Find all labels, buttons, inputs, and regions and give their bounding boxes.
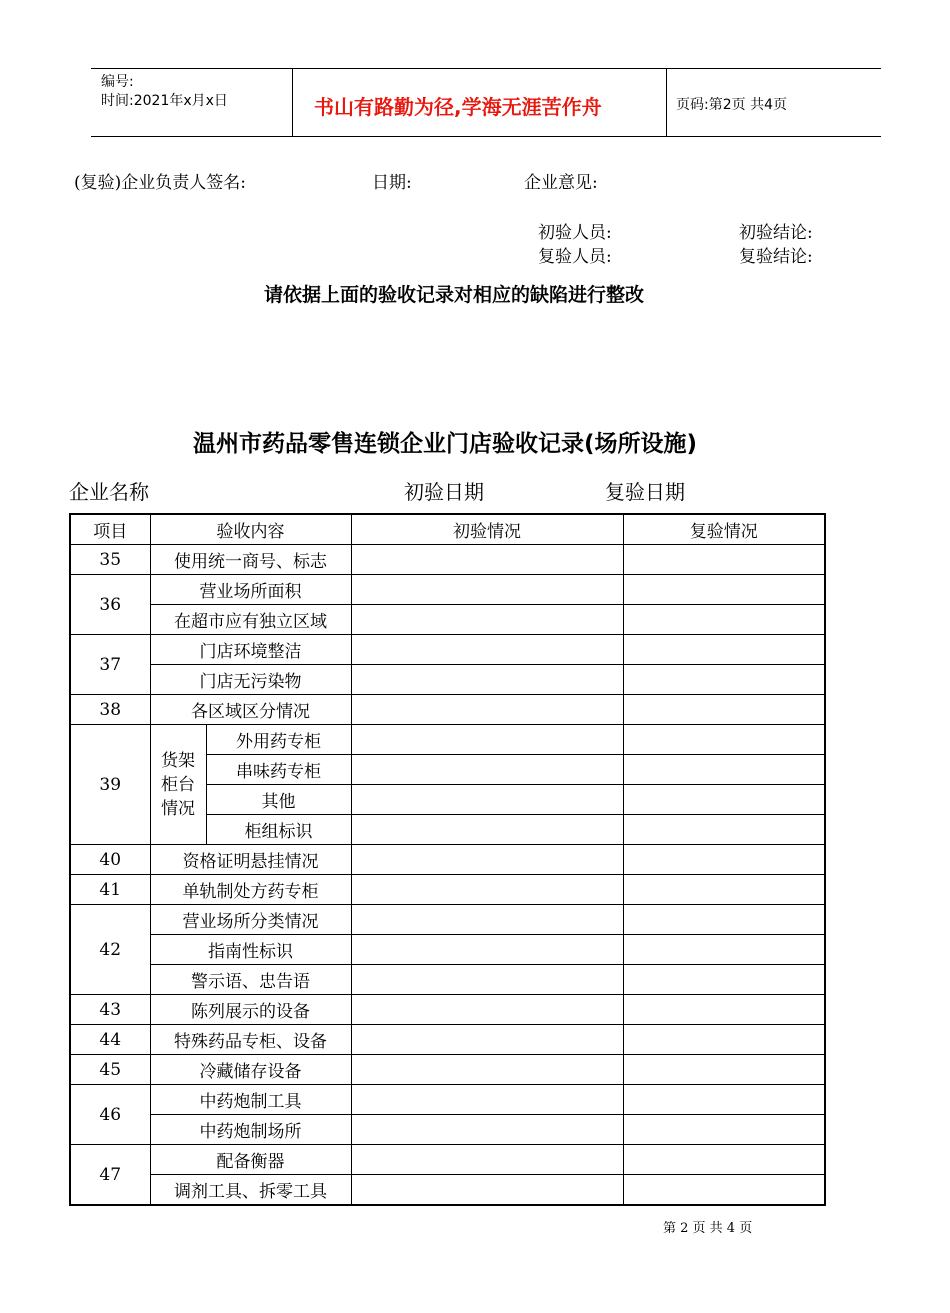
table-row [70,665,825,695]
re-conclusion-label: 复验结论: [739,247,813,267]
recheck-result-cell[interactable] [623,785,825,815]
item-number: 40 [70,845,150,875]
initial-result-cell[interactable] [351,725,623,755]
recheck-result-cell[interactable] [623,755,825,785]
recheck-result-cell[interactable] [623,545,825,575]
item-number: 43 [70,995,150,1025]
recheck-result-cell[interactable] [623,995,825,1025]
item-content: 外用药专柜 [206,725,351,755]
item-content: 使用统一商号、标志 [150,545,351,575]
recheck-result-cell[interactable] [623,1085,825,1115]
item-number: 45 [70,1055,150,1085]
item-content: 特殊药品专柜、设备 [150,1025,351,1055]
initial-result-cell[interactable] [351,815,623,845]
item-number: 36 [70,575,150,635]
recheck-result-cell[interactable] [623,845,825,875]
time-label: 时间:2021年x月x日 [101,93,228,109]
header-item: 项目 [70,514,150,545]
recheck-result-cell[interactable] [623,875,825,905]
item-content: 串味药专柜 [206,755,351,785]
item-content: 资格证明悬挂情况 [150,845,351,875]
item-content: 在超市应有独立区域 [150,605,351,635]
table-row [70,1085,825,1115]
initial-result-cell[interactable] [351,905,623,935]
initial-result-cell[interactable] [351,875,623,905]
initial-date-label: 初验日期 [404,480,484,504]
recheck-result-cell[interactable] [623,935,825,965]
table-header-row [70,514,825,545]
page-title: 温州市药品零售连锁企业门店验收记录(场所设施) [193,431,698,457]
serial-label: 编号: [101,74,134,90]
item-content: 各区域区分情况 [150,695,351,725]
item-content: 配备衡器 [150,1145,351,1175]
group-label-line: 柜台 [161,774,195,795]
initial-result-cell[interactable] [351,845,623,875]
recheck-result-cell[interactable] [623,1025,825,1055]
table-row [70,695,825,725]
table-row [70,935,825,965]
initial-result-cell[interactable] [351,1025,623,1055]
recheck-result-cell[interactable] [623,1115,825,1145]
recheck-result-cell[interactable] [623,665,825,695]
initial-result-cell[interactable] [351,1115,623,1145]
inspection-record-table [69,513,826,1206]
item-content: 警示语、忠告语 [150,965,351,995]
table-row [70,635,825,665]
item-number: 42 [70,905,150,995]
item-content: 营业场所面积 [150,575,351,605]
table-row [70,1175,825,1206]
initial-result-cell[interactable] [351,695,623,725]
company-opinion-label: 企业意见: [524,173,598,193]
initial-result-cell[interactable] [351,785,623,815]
initial-result-cell[interactable] [351,995,623,1025]
item-content: 陈列展示的设备 [150,995,351,1025]
item-content: 门店环境整洁 [150,635,351,665]
page-footer: 第 2 页 共 4 页 [663,1221,753,1236]
item-number: 46 [70,1085,150,1145]
recheck-result-cell[interactable] [623,815,825,845]
table-row [70,965,825,995]
recheck-result-cell[interactable] [623,1055,825,1085]
initial-result-cell[interactable] [351,1085,623,1115]
initial-result-cell[interactable] [351,965,623,995]
header-content: 验收内容 [150,514,351,545]
shelf-counter-group-label [150,725,206,845]
item-number: 39 [70,725,150,845]
item-number: 47 [70,1145,150,1206]
date-label: 日期: [372,173,412,193]
table-row [70,1115,825,1145]
group-label-line: 货架 [161,750,195,771]
initial-result-cell[interactable] [351,635,623,665]
item-content: 调剂工具、拆零工具 [150,1175,351,1206]
item-number: 44 [70,1025,150,1055]
recheck-result-cell[interactable] [623,695,825,725]
table-row [70,905,825,935]
item-content: 冷藏储存设备 [150,1055,351,1085]
initial-conclusion-label: 初验结论: [739,223,813,243]
item-content: 中药炮制场所 [150,1115,351,1145]
header-initial: 初验情况 [351,514,623,545]
recheck-result-cell[interactable] [623,1145,825,1175]
initial-result-cell[interactable] [351,545,623,575]
page-number-label: 页码:第2页 共4页 [676,97,787,113]
header-bottom-rule [91,136,881,137]
initial-result-cell[interactable] [351,1055,623,1085]
table-row [70,725,825,755]
header-divider-right [666,68,667,136]
item-content: 中药炮制工具 [150,1085,351,1115]
owner-signature-label: (复验)企业负责人签名: [74,173,246,193]
table-row [70,995,825,1025]
item-content: 指南性标识 [150,935,351,965]
item-content: 柜组标识 [206,815,351,845]
company-name-label: 企业名称 [69,480,149,504]
table-row [70,875,825,905]
table-row [70,1025,825,1055]
re-date-label: 复验日期 [605,480,685,504]
re-staff-label: 复验人员: [538,247,612,267]
header-recheck: 复验情况 [623,514,825,545]
recheck-result-cell[interactable] [623,605,825,635]
initial-result-cell[interactable] [351,605,623,635]
recheck-result-cell[interactable] [623,965,825,995]
item-content: 单轨制处方药专柜 [150,875,351,905]
initial-result-cell[interactable] [351,935,623,965]
initial-result-cell[interactable] [351,1175,623,1206]
header-divider-left [292,68,293,136]
initial-result-cell[interactable] [351,665,623,695]
table-row [70,605,825,635]
item-number: 37 [70,635,150,695]
item-content: 营业场所分类情况 [150,905,351,935]
recheck-result-cell[interactable] [623,905,825,935]
initial-result-cell[interactable] [351,1145,623,1175]
header-top-rule [91,68,881,69]
recheck-result-cell[interactable] [623,725,825,755]
recheck-result-cell[interactable] [623,1175,825,1206]
header-motto: 书山有路勤为径,学海无涯苦作舟 [314,95,602,119]
item-number: 38 [70,695,150,725]
table-row [70,545,825,575]
item-number: 35 [70,545,150,575]
recheck-result-cell[interactable] [623,575,825,605]
item-content: 其他 [206,785,351,815]
table-row [70,1055,825,1085]
table-row [70,575,825,605]
recheck-result-cell[interactable] [623,635,825,665]
item-number: 41 [70,875,150,905]
table-row [70,845,825,875]
initial-result-cell[interactable] [351,755,623,785]
initial-result-cell[interactable] [351,575,623,605]
group-label-line: 情况 [161,798,195,819]
item-content: 门店无污染物 [150,665,351,695]
table-row [70,1145,825,1175]
rectification-notice: 请依据上面的验收记录对相应的缺陷进行整改 [264,284,645,306]
initial-staff-label: 初验人员: [538,223,612,243]
